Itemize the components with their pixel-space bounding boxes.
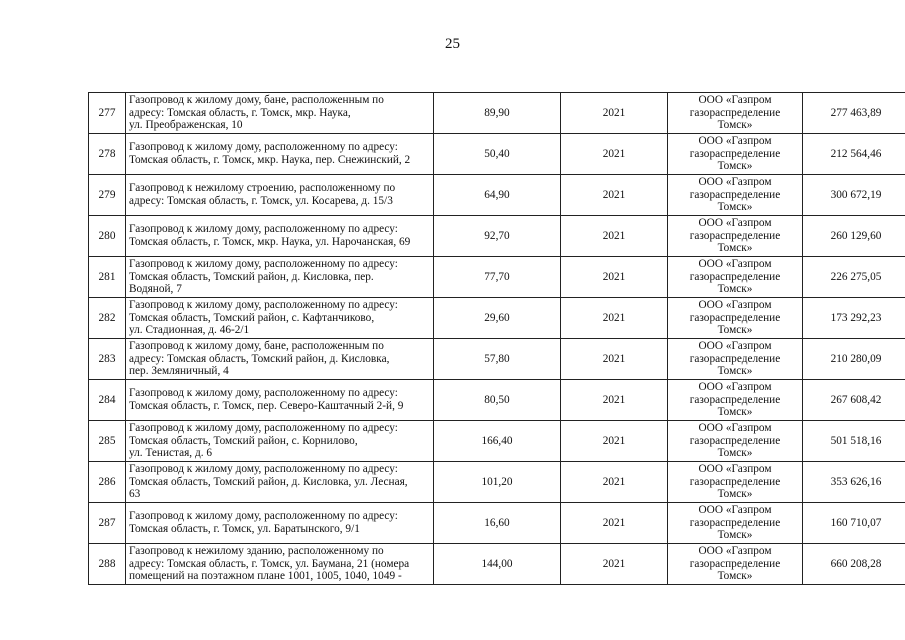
commissioning-year: 2021 (561, 503, 668, 544)
object-description (126, 544, 434, 585)
description-line: ул. Стадионная, д. 46-2/1 (129, 324, 250, 337)
description-line: Томская область, г. Томск, мкр. Наука, ул. Нарочанская, 69 (129, 236, 411, 248)
object-description (126, 93, 434, 134)
row-number: 284 (89, 380, 126, 421)
cost-value: 226 275,05 (803, 257, 905, 298)
owner-organization (668, 503, 803, 544)
description-line: Томская область, г. Томск, пер. Северо-Каштачный 2-й, 9 (129, 400, 404, 412)
row-number: 287 (89, 503, 126, 544)
row-number: 278 (89, 134, 126, 175)
owner-line: Томск» (717, 529, 753, 542)
description-line: Газопровод к нежилому строению, расположенному по (129, 182, 396, 195)
commissioning-year: 2021 (561, 175, 668, 216)
owner-line: газораспределение (689, 147, 781, 160)
object-description (126, 339, 434, 380)
owner-line: ООО «Газпром (698, 94, 772, 107)
commissioning-year: 2021 (561, 93, 668, 134)
table-row (89, 503, 905, 544)
owner-line: ООО «Газпром (698, 381, 772, 394)
description-line: Газопровод к жилому дому, расположенному по адресу: (129, 463, 398, 476)
description-line: Газопровод к жилому дому, расположенному по адресу: (129, 299, 398, 312)
pipeline-length: 166,40 (434, 421, 561, 462)
owner-line: газораспределение (689, 475, 781, 488)
owner-line: Томск» (717, 160, 753, 173)
object-description (126, 298, 434, 339)
description-line: Газопровод к жилому дому, расположенному по адресу: (129, 141, 398, 154)
object-description (126, 257, 434, 298)
table-row (89, 462, 905, 503)
owner-line: ООО «Газпром (698, 135, 772, 148)
pipeline-length: 89,90 (434, 93, 561, 134)
description-line: Водяной, 7 (129, 283, 182, 296)
owner-line: газораспределение (689, 270, 781, 283)
owner-line: Томск» (717, 324, 753, 337)
cost-value: 210 280,09 (803, 339, 905, 380)
table-row (89, 380, 905, 421)
owner-organization (668, 339, 803, 380)
object-description (126, 421, 434, 462)
description-line: Газопровод к жилому дому, расположенному по адресу: (129, 258, 398, 271)
description-line: Газопровод к жилому дому, бане, расположенным по (129, 340, 384, 353)
cost-value: 212 564,46 (803, 134, 905, 175)
description-line: Томская область, Томский район, д. Кисловка, пер. (129, 270, 374, 283)
owner-line: газораспределение (689, 106, 781, 119)
object-description (126, 134, 434, 175)
description-line: Томская область, г. Томск, ул. Баратынского, 9/1 (129, 523, 360, 535)
owner-line: Томск» (717, 283, 753, 296)
table-row (89, 257, 905, 298)
owner-line: ООО «Газпром (698, 217, 772, 230)
pipeline-length: 101,20 (434, 462, 561, 503)
row-number: 279 (89, 175, 126, 216)
cost-value: 277 463,89 (803, 93, 905, 134)
owner-organization (668, 544, 803, 585)
owner-line: Томск» (717, 570, 753, 583)
owner-organization (668, 93, 803, 134)
cost-value: 660 208,28 (803, 544, 905, 585)
pipeline-length: 29,60 (434, 298, 561, 339)
object-description (126, 503, 434, 544)
owner-line: Томск» (717, 201, 753, 214)
row-number: 285 (89, 421, 126, 462)
table-row (89, 93, 905, 134)
description-line: Томская область, Томский район, с. Кафтанчиково, (129, 311, 375, 324)
cost-value: 300 672,19 (803, 175, 905, 216)
commissioning-year: 2021 (561, 216, 668, 257)
owner-line: газораспределение (689, 352, 781, 365)
commissioning-year: 2021 (561, 134, 668, 175)
table-row (89, 216, 905, 257)
row-number: 281 (89, 257, 126, 298)
pipeline-length: 57,80 (434, 339, 561, 380)
owner-line: газораспределение (689, 557, 781, 570)
owner-organization (668, 462, 803, 503)
commissioning-year: 2021 (561, 380, 668, 421)
owner-organization (668, 216, 803, 257)
object-description (126, 462, 434, 503)
owner-line: газораспределение (689, 311, 781, 324)
description-line: ул. Тенистая, д. 6 (129, 447, 213, 460)
page-number: 25 (445, 36, 460, 52)
owner-organization (668, 175, 803, 216)
pipeline-length: 64,90 (434, 175, 561, 216)
pipeline-length: 80,50 (434, 380, 561, 421)
owner-line: ООО «Газпром (698, 504, 772, 517)
owner-line: газораспределение (689, 229, 781, 242)
owner-line: газораспределение (689, 188, 781, 201)
owner-line: газораспределение (689, 434, 781, 447)
object-description (126, 380, 434, 421)
row-number: 286 (89, 462, 126, 503)
description-line: пер. Земляничный, 4 (129, 365, 229, 378)
pipeline-length: 92,70 (434, 216, 561, 257)
pipeline-length: 16,60 (434, 503, 561, 544)
description-line: Томская область, Томский район, д. Кисловка, ул. Лесная, (129, 475, 408, 488)
owner-line: Томск» (717, 365, 753, 378)
cost-value: 353 626,16 (803, 462, 905, 503)
pipeline-length: 50,40 (434, 134, 561, 175)
owner-line: ООО «Газпром (698, 463, 772, 476)
owner-line: Томск» (717, 119, 753, 132)
description-line: Газопровод к жилому дому, бане, расположенным по (129, 94, 384, 107)
description-line: адресу: Томская область, Томский район, д. Кисловка, (129, 352, 390, 365)
owner-line: газораспределение (689, 393, 781, 406)
cost-value: 173 292,23 (803, 298, 905, 339)
cost-value: 267 608,42 (803, 380, 905, 421)
description-line: адресу: Томская область, г. Томск, мкр. Наука, (129, 106, 351, 119)
gas-pipeline-registry-table (88, 92, 905, 585)
row-number: 283 (89, 339, 126, 380)
owner-line: ООО «Газпром (698, 299, 772, 312)
owner-organization (668, 134, 803, 175)
owner-organization (668, 257, 803, 298)
owner-organization (668, 380, 803, 421)
description-line: Томская область, г. Томск, мкр. Наука, пер. Снежинский, 2 (129, 154, 411, 166)
row-number: 288 (89, 544, 126, 585)
owner-line: ООО «Газпром (698, 176, 772, 189)
owner-line: Томск» (717, 406, 753, 419)
description-line: 63 (129, 488, 141, 501)
row-number: 280 (89, 216, 126, 257)
table-row (89, 339, 905, 380)
commissioning-year: 2021 (561, 257, 668, 298)
description-line: адресу: Томская область, г. Томск, ул. Косарева, д. 15/3 (129, 195, 393, 207)
commissioning-year: 2021 (561, 462, 668, 503)
table-row (89, 134, 905, 175)
description-line: Газопровод к нежилому зданию, расположенному по (129, 545, 384, 558)
object-description (126, 175, 434, 216)
owner-line: ООО «Газпром (698, 258, 772, 271)
owner-organization (668, 298, 803, 339)
commissioning-year: 2021 (561, 298, 668, 339)
owner-line: Томск» (717, 488, 753, 501)
owner-line: газораспределение (689, 516, 781, 529)
description-line: ул. Преображенская, 10 (129, 119, 243, 132)
pipeline-length: 77,70 (434, 257, 561, 298)
owner-line: ООО «Газпром (698, 340, 772, 353)
table-body (89, 93, 905, 585)
row-number: 282 (89, 298, 126, 339)
row-number: 277 (89, 93, 126, 134)
owner-line: Томск» (717, 447, 753, 460)
owner-line: ООО «Газпром (698, 545, 772, 558)
commissioning-year: 2021 (561, 544, 668, 585)
description-line: Газопровод к жилому дому, расположенному по адресу: (129, 223, 398, 236)
description-line: Газопровод к жилому дому, расположенному по адресу: (129, 510, 398, 523)
commissioning-year: 2021 (561, 421, 668, 462)
description-line: адресу: Томская область, г. Томск, ул. Баумана, 21 (номера (129, 557, 410, 570)
table-row (89, 298, 905, 339)
cost-value: 160 710,07 (803, 503, 905, 544)
commissioning-year: 2021 (561, 339, 668, 380)
owner-line: ООО «Газпром (698, 422, 772, 435)
table-row (89, 175, 905, 216)
pipeline-length: 144,00 (434, 544, 561, 585)
table-row (89, 544, 905, 585)
object-description (126, 216, 434, 257)
description-line: Томская область, Томский район, с. Корнилово, (129, 434, 358, 447)
owner-line: Томск» (717, 242, 753, 255)
description-line: Газопровод к жилому дому, расположенному по адресу: (129, 422, 398, 435)
table-row (89, 421, 905, 462)
owner-organization (668, 421, 803, 462)
cost-value: 260 129,60 (803, 216, 905, 257)
description-line: помещений на поэтажном плане 1001, 1005, 1040, 1049 - (129, 570, 402, 583)
description-line: Газопровод к жилому дому, расположенному по адресу: (129, 387, 398, 400)
cost-value: 501 518,16 (803, 421, 905, 462)
